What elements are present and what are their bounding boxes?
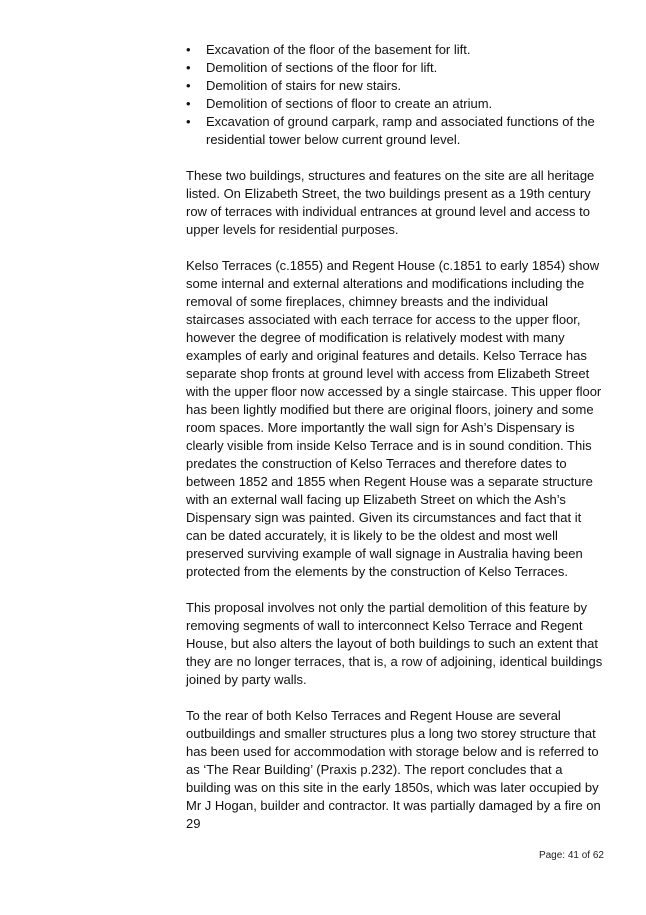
bullet-icon: •: [186, 60, 191, 75]
bullet-icon: •: [186, 96, 191, 111]
body-text: [186, 41, 604, 833]
page-number: Page: 41 of 62: [538, 850, 604, 861]
list-item-text: Demolition of sections of the floor for lift.: [206, 60, 438, 75]
list-item: [186, 77, 604, 95]
paragraph-rear-building: To the rear of both Kelso Terraces and Regent House are several outbuildings and smaller structures plus a long two storey structure that has been used for accommodation with storage below and is referred to as ‘The Rear Building’ (Praxis p.232). The report concludes that a building was on this site in the early 1850s, which was later occupied by Mr J Hogan, builder and contractor. It was partially damaged by a fire on 29: [186, 708, 601, 831]
list-item-text: Demolition of sections of floor to create an atrium.: [206, 96, 493, 111]
list-item: [186, 41, 604, 59]
list-item: [186, 113, 604, 149]
bullet-list: [186, 41, 604, 149]
bullet-icon: •: [186, 78, 191, 93]
list-item-text: Excavation of ground carpark, ramp and associated functions of the residential tower below current ground level.: [206, 114, 595, 147]
list-item: [186, 95, 604, 113]
paragraph-heritage-listing: These two buildings, structures and features on the site are all heritage listed. On Elizabeth Street, the two buildings present as a 19th century row of terraces with individual entrances at ground level and access to upper levels for residential purposes.: [186, 168, 595, 237]
bullet-icon: •: [186, 114, 191, 129]
list-item-text: Excavation of the floor of the basement for lift.: [206, 42, 471, 57]
list-item-text: Demolition of stairs for new stairs.: [206, 78, 402, 93]
paragraph-proposal: This proposal involves not only the partial demolition of this feature by removing segments of wall to interconnect Kelso Terrace and Regent House, but also alters the layout of both buildings to such an extent that they are no longer terraces, that is, a row of adjoining, identical buildings joined by party walls.: [186, 600, 603, 687]
bullet-icon: •: [186, 42, 191, 57]
list-item: [186, 59, 604, 77]
paragraph-kelso-regent: Kelso Terraces (c.1855) and Regent House (c.1851 to early 1854) show some internal and external alterations and modifications including the removal of some fireplaces, chimney breasts and the individual staircases associated with each terrace for access to the upper floor, however the degree of modification is relatively modest with many examples of early and original features and details. Kelso Terrace has separate shop fronts at ground level with access from Elizabeth Street with the upper floor now accessed by a single staircase. This upper floor has been lightly modified but there are original floors, joinery and some room spaces. More importantly the wall sign for Ash’s Dispensary is clearly visible from inside Kelso Terrace and is in sound condition. This predates the construction of Kelso Terraces and therefore dates to between 1852 and 1855 when Regent House was a separate structure with an external wall facing up Elizabeth Street on which the Ash’s Dispensary sign was painted. Given its circumstances and fact that it can be dated accurately, it is likely to be the oldest and most well preserved surviving example of wall signage in Australia having been protected from the elements by the construction of Kelso Terraces.: [186, 258, 602, 579]
